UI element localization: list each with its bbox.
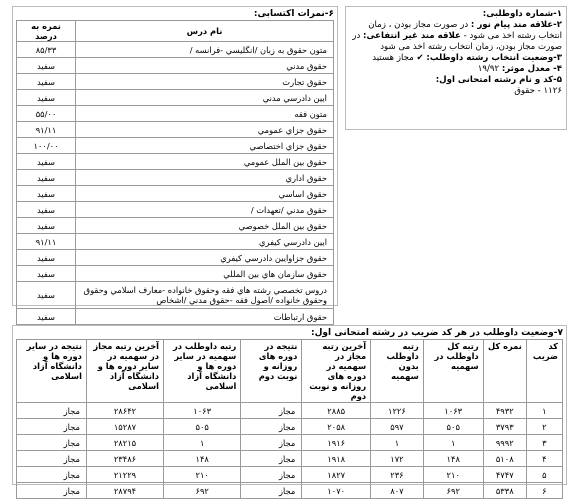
course-grade: سفيد [17,250,76,266]
status-cell: ۲۸۷۹۴ [86,483,163,499]
status-cell: مجاز [17,451,87,467]
status-cell: ۱۷۲ [371,451,424,467]
status-cell: مجاز [17,403,87,419]
status-cell: ۲۸۶۴۲ [86,403,163,419]
grade-row [17,250,334,266]
status-cell: ۶۹۲ [164,483,241,499]
course-grade: سفيد [17,90,76,106]
status-cell: ۲۱۰ [164,467,241,483]
status-column-header: کد ضریب [526,340,562,403]
status-cell: ۱ [423,435,483,451]
status-cell: مجاز [241,419,302,435]
status-cell: ۱۴۸ [164,451,241,467]
payame-noor-label: ۲-علاقه مند پیام نور : [470,20,562,30]
grade-row [17,90,334,106]
candidate-number-row [350,9,562,20]
payame-noor-text: در صورت مجاز بودن ، زمان انتخاب رشته اخذ می شود [368,20,562,41]
grade-row [17,202,334,218]
status-cell: ۲۰۵۸ [302,419,371,435]
course-name: حقوق اساسي [76,186,334,202]
course-name: حقوق ارتباطات [76,309,334,325]
candidate-info-panel [345,6,567,130]
course-name: حقوق جزاوايين دادرسي كيفري [76,250,334,266]
course-grade: ۱۰۰/۰۰ [17,138,76,154]
course-grade: سفيد [17,309,76,325]
status-row [17,435,563,451]
course-name: متون حقوق به زبان /انگليسي -فرانسه / [76,42,334,58]
status-cell: ۲۱۰ [423,467,483,483]
course-grade: ۵۵/۰۰ [17,106,76,122]
course-name: حقوق بين الملل خصوصي [76,218,334,234]
status-cell: ۱ [164,435,241,451]
status-cell: مجاز [241,435,302,451]
status-row [17,419,563,435]
status-row [17,467,563,483]
course-grade: سفيد [17,202,76,218]
grade-row [17,138,334,154]
non-profit-label: علاقه مند غیر انتفاعی: [363,31,461,41]
status-cell: ۵۰۵ [423,419,483,435]
exam-field-value-row [350,86,562,97]
course-grade: سفيد [17,58,76,74]
grade-row [17,122,334,138]
grades-table [16,20,334,325]
course-grade: سفيد [17,266,76,282]
status-cell: مجاز [17,467,87,483]
course-name: متون فقه [76,106,334,122]
grade-row [17,218,334,234]
course-name: ايين دادرسي كيفري [76,234,334,250]
status-cell: ۴۹۳۲ [483,403,526,419]
grade-row [17,234,334,250]
status-cell: ۱۰۶۳ [164,403,241,419]
grade-row [17,154,334,170]
course-grade: ۹۱/۱۱ [17,122,76,138]
course-name: حقوق مدني /تعهدات / [76,202,334,218]
status-cell: ۲ [526,419,562,435]
status-cell: ۵۱۰۸ [483,451,526,467]
status-column-header: رتبه داوطلب در سهمیه در سایر دوره ها و دانشگاه آزاد اسلامی [164,340,241,403]
status-row [17,403,563,419]
status-column-header: آخرین رتبه مجاز در سهمیه در سایر دوره ها و دانشگاه آزاد اسلامی [86,340,163,403]
course-name: حقوق اداري [76,170,334,186]
status-cell: مجاز [17,483,87,499]
grade-row [17,42,334,58]
status-cell: ۲۳۴۸۶ [86,451,163,467]
course-name: دروس تخصصي رشته هاي فقه وحقوق خانواده -معارف اسلامي وحقوق وحقوق خانواده /اصول فقه -حقوق مدني /اشخاص [76,282,334,309]
status-cell: ۲۸۸۵ [302,403,371,419]
status-cell: ۵۹۷ [371,419,424,435]
status-column-header: نتیجه در دوره های روزانه و نوبت دوم [241,340,302,403]
course-grade: سفيد [17,218,76,234]
status-cell: ۵ [526,467,562,483]
non-profit-text: در صورت مجاز بودن، زمان انتخاب رشته اخذ می شود [352,31,562,52]
course-column-header: نام درس [76,21,334,42]
status-cell: ۱۵۲۸۷ [86,419,163,435]
selection-status-label: ۳-وضعیت انتخاب رشته داوطلب: [426,53,562,63]
course-grade: سفيد [17,282,76,309]
status-cell: ۴ [526,451,562,467]
course-grade: سفيد [17,154,76,170]
status-cell: ۵۳۳۸ [483,483,526,499]
gpa-row [350,64,562,75]
exam-field-value: ۱۱۲۶ - حقوق [514,86,562,96]
status-cell: مجاز [241,403,302,419]
status-table [16,339,563,499]
status-row [17,451,563,467]
course-name: حقوق جزاي عمومي [76,122,334,138]
grades-panel [12,6,338,322]
status-column-header: رتبه کل داوطلب در سهمیه [423,340,483,403]
status-cell: ۵۰۵ [164,419,241,435]
status-cell: ۱۹۱۶ [302,435,371,451]
exam-field-row [350,75,562,86]
status-cell: ۴۷۴۷ [483,467,526,483]
status-cell: ۲۳۶ [371,467,424,483]
status-column-header: نتیجه در سایر دوره ها و دانشگاه آزاد اسلامی [17,340,87,403]
course-grade: سفيد [17,186,76,202]
exam-field-label: ۵-کد و نام رشته امتحانی اول: [435,75,562,85]
status-cell: ۳ [526,435,562,451]
candidate-number-label: ۱-شماره داوطلبی: [482,9,562,19]
status-panel [12,325,567,496]
course-name: ايين دادرسي مدني [76,90,334,106]
status-cell: ۱۰۶۳ [423,403,483,419]
status-cell: مجاز [17,419,87,435]
gpa-label: ۴- معدل موثر: [501,64,562,74]
grade-row [17,106,334,122]
status-cell: مجاز [241,451,302,467]
selection-status-row [350,53,562,64]
course-name: حقوق سازمان هاي بين المللي [76,266,334,282]
status-cell: ۳۷۹۳ [483,419,526,435]
grade-row [17,170,334,186]
status-column-header: نمره کل [483,340,526,403]
checkmark-icon: ✔ [416,53,424,63]
course-name: حقوق بين الملل عمومي [76,154,334,170]
status-cell: ۱۸۲۷ [302,467,371,483]
status-cell: ۱۴۸ [423,451,483,467]
status-cell: ۸۰۷ [371,483,424,499]
payame-noor-row: ۲-علاقه مند پیام نور : در صورت مجاز بودن ، زمان انتخاب رشته اخذ می شود - علاقه مند غیر انتفاعی: در صورت مجاز بودن، زمان انتخاب رشته اخذ می شود [352,20,562,52]
grades-title: ۶-نمرات اکتسابی: [253,9,334,19]
gpa-value: ۱۹/۹۲ [477,64,500,74]
grade-row [17,186,334,202]
grade-row [17,58,334,74]
status-cell: ۱ [371,435,424,451]
status-cell: ۹۹۹۲ [483,435,526,451]
status-cell: ۱۹۱۸ [302,451,371,467]
status-cell: مجاز [241,483,302,499]
status-column-header: رتبه داوطلب بدون سهمیه [371,340,424,403]
course-grade: ۹۱/۱۱ [17,234,76,250]
status-cell: ۲۸۲۱۵ [86,435,163,451]
grade-column-header: نمره به درصد [17,21,76,42]
course-grade: ۸۵/۳۳ [17,42,76,58]
status-row [17,483,563,499]
status-column-header: آخرین رتبه مجاز در سهمیه در دوره های روزانه و نوبت دوم [302,340,371,403]
course-name: حقوق جزاي اختصاصي [76,138,334,154]
course-grade: سفيد [17,170,76,186]
grade-row [17,74,334,90]
status-cell: مجاز [241,467,302,483]
status-cell: ۶۹۲ [423,483,483,499]
grade-row [17,282,334,309]
status-cell: ۱ [526,403,562,419]
status-cell: ۱۲۲۶ [371,403,424,419]
grade-row [17,266,334,282]
course-name: حقوق مدني [76,58,334,74]
status-cell: مجاز [17,435,87,451]
status-cell: ۲۱۲۲۹ [86,467,163,483]
grade-row [17,309,334,325]
status-cell: ۱۰۷۰ [302,483,371,499]
selection-status-value: مجاز هستید [372,53,414,63]
status-title: ۷-وضعیت داوطلب در هر کد ضریب در رشته امتحانی اول: [311,328,563,338]
course-name: حقوق تجارت [76,74,334,90]
status-cell: ۶ [526,483,562,499]
course-grade: سفيد [17,74,76,90]
